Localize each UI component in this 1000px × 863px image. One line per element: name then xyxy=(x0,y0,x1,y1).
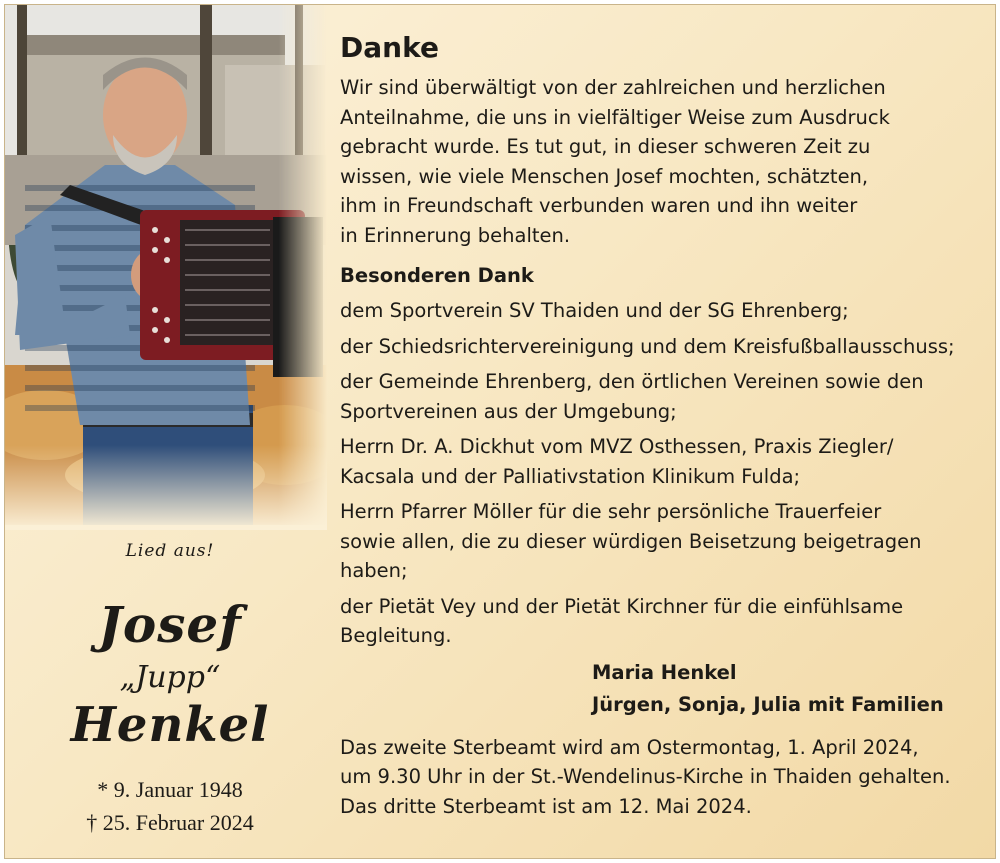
song-caption: Lied aus! xyxy=(125,541,215,561)
thanks-item-line: der Schiedsrichtervereinigung und dem Kreisfußballausschuss; xyxy=(340,334,955,358)
thanks-item-line: Begleitung. xyxy=(340,624,452,647)
signature-line: Maria Henkel xyxy=(592,660,737,684)
closing-paragraph xyxy=(340,733,980,822)
last-name: Henkel xyxy=(70,697,270,753)
intro-line: wissen, wie viele Menschen Josef mochten, schätzten, xyxy=(340,164,869,188)
signature-line: Jürgen, Sonja, Julia mit Familien xyxy=(592,692,944,716)
first-name: Josef xyxy=(98,595,242,654)
thanks-title: Danke xyxy=(340,31,439,64)
thanks-item-line: haben; xyxy=(340,559,408,582)
thanks-item xyxy=(340,592,980,651)
obituary-card xyxy=(4,4,996,859)
thanks-item-line: Herrn Pfarrer Möller für die sehr persönliche Trauerfeier xyxy=(340,500,882,523)
intro-line: Wir sind überwältigt von der zahlreichen und herzlichen xyxy=(340,76,886,99)
thanks-item xyxy=(340,296,980,326)
thanks-text xyxy=(340,31,980,821)
birth-date: * 9. Januar 1948 xyxy=(97,777,243,802)
thanks-item xyxy=(340,432,980,491)
thanks-item xyxy=(340,332,980,362)
thanks-item-line: dem Sportverein SV Thaiden und der SG Ehrenberg; xyxy=(340,299,849,322)
photo-fade xyxy=(5,445,327,530)
thanks-item-line: sowie allen, die zu dieser würdigen Beisetzung beigetragen xyxy=(340,529,922,553)
intro-paragraph xyxy=(340,73,980,250)
thanks-item xyxy=(340,367,980,426)
intro-line: in Erinnerung behalten. xyxy=(340,223,571,247)
special-thanks-heading: Besonderen Dank xyxy=(340,264,534,287)
intro-line: Anteilnahme, die uns in vielfältiger Weise zum Ausdruck xyxy=(340,105,890,129)
signature-block xyxy=(592,657,980,721)
thanks-item-line: Sportvereinen aus der Umgebung; xyxy=(340,399,677,423)
nickname: „Jupp“ xyxy=(119,660,221,695)
death-date: † 25. Februar 2024 xyxy=(86,810,254,835)
intro-line: ihm in Freundschaft verbunden waren und ihn weiter xyxy=(340,194,858,217)
closing-line: Das dritte Sterbeamt ist am 12. Mai 2024. xyxy=(340,794,752,818)
thanks-item-line: der Pietät Vey und der Pietät Kirchner für die einfühlsame xyxy=(340,594,904,618)
thanks-item xyxy=(340,497,980,586)
thanks-item-line: Kacsala und der Palliativstation Klinikum Fulda; xyxy=(340,464,801,488)
thanks-item-line: der Gemeinde Ehrenberg, den örtlichen Vereinen sowie den xyxy=(340,370,924,393)
closing-line: Das zweite Sterbeamt wird am Ostermontag, 1. April 2024, xyxy=(340,735,919,759)
intro-line: gebracht wurde. Es tut gut, in dieser schweren Zeit zu xyxy=(340,135,871,158)
closing-line: um 9.30 Uhr in der St.-Wendelinus-Kirche in Thaiden gehalten. xyxy=(340,765,951,788)
thanks-item-line: Herrn Dr. A. Dickhut vom MVZ Osthessen, Praxis Ziegler/ xyxy=(340,435,894,458)
